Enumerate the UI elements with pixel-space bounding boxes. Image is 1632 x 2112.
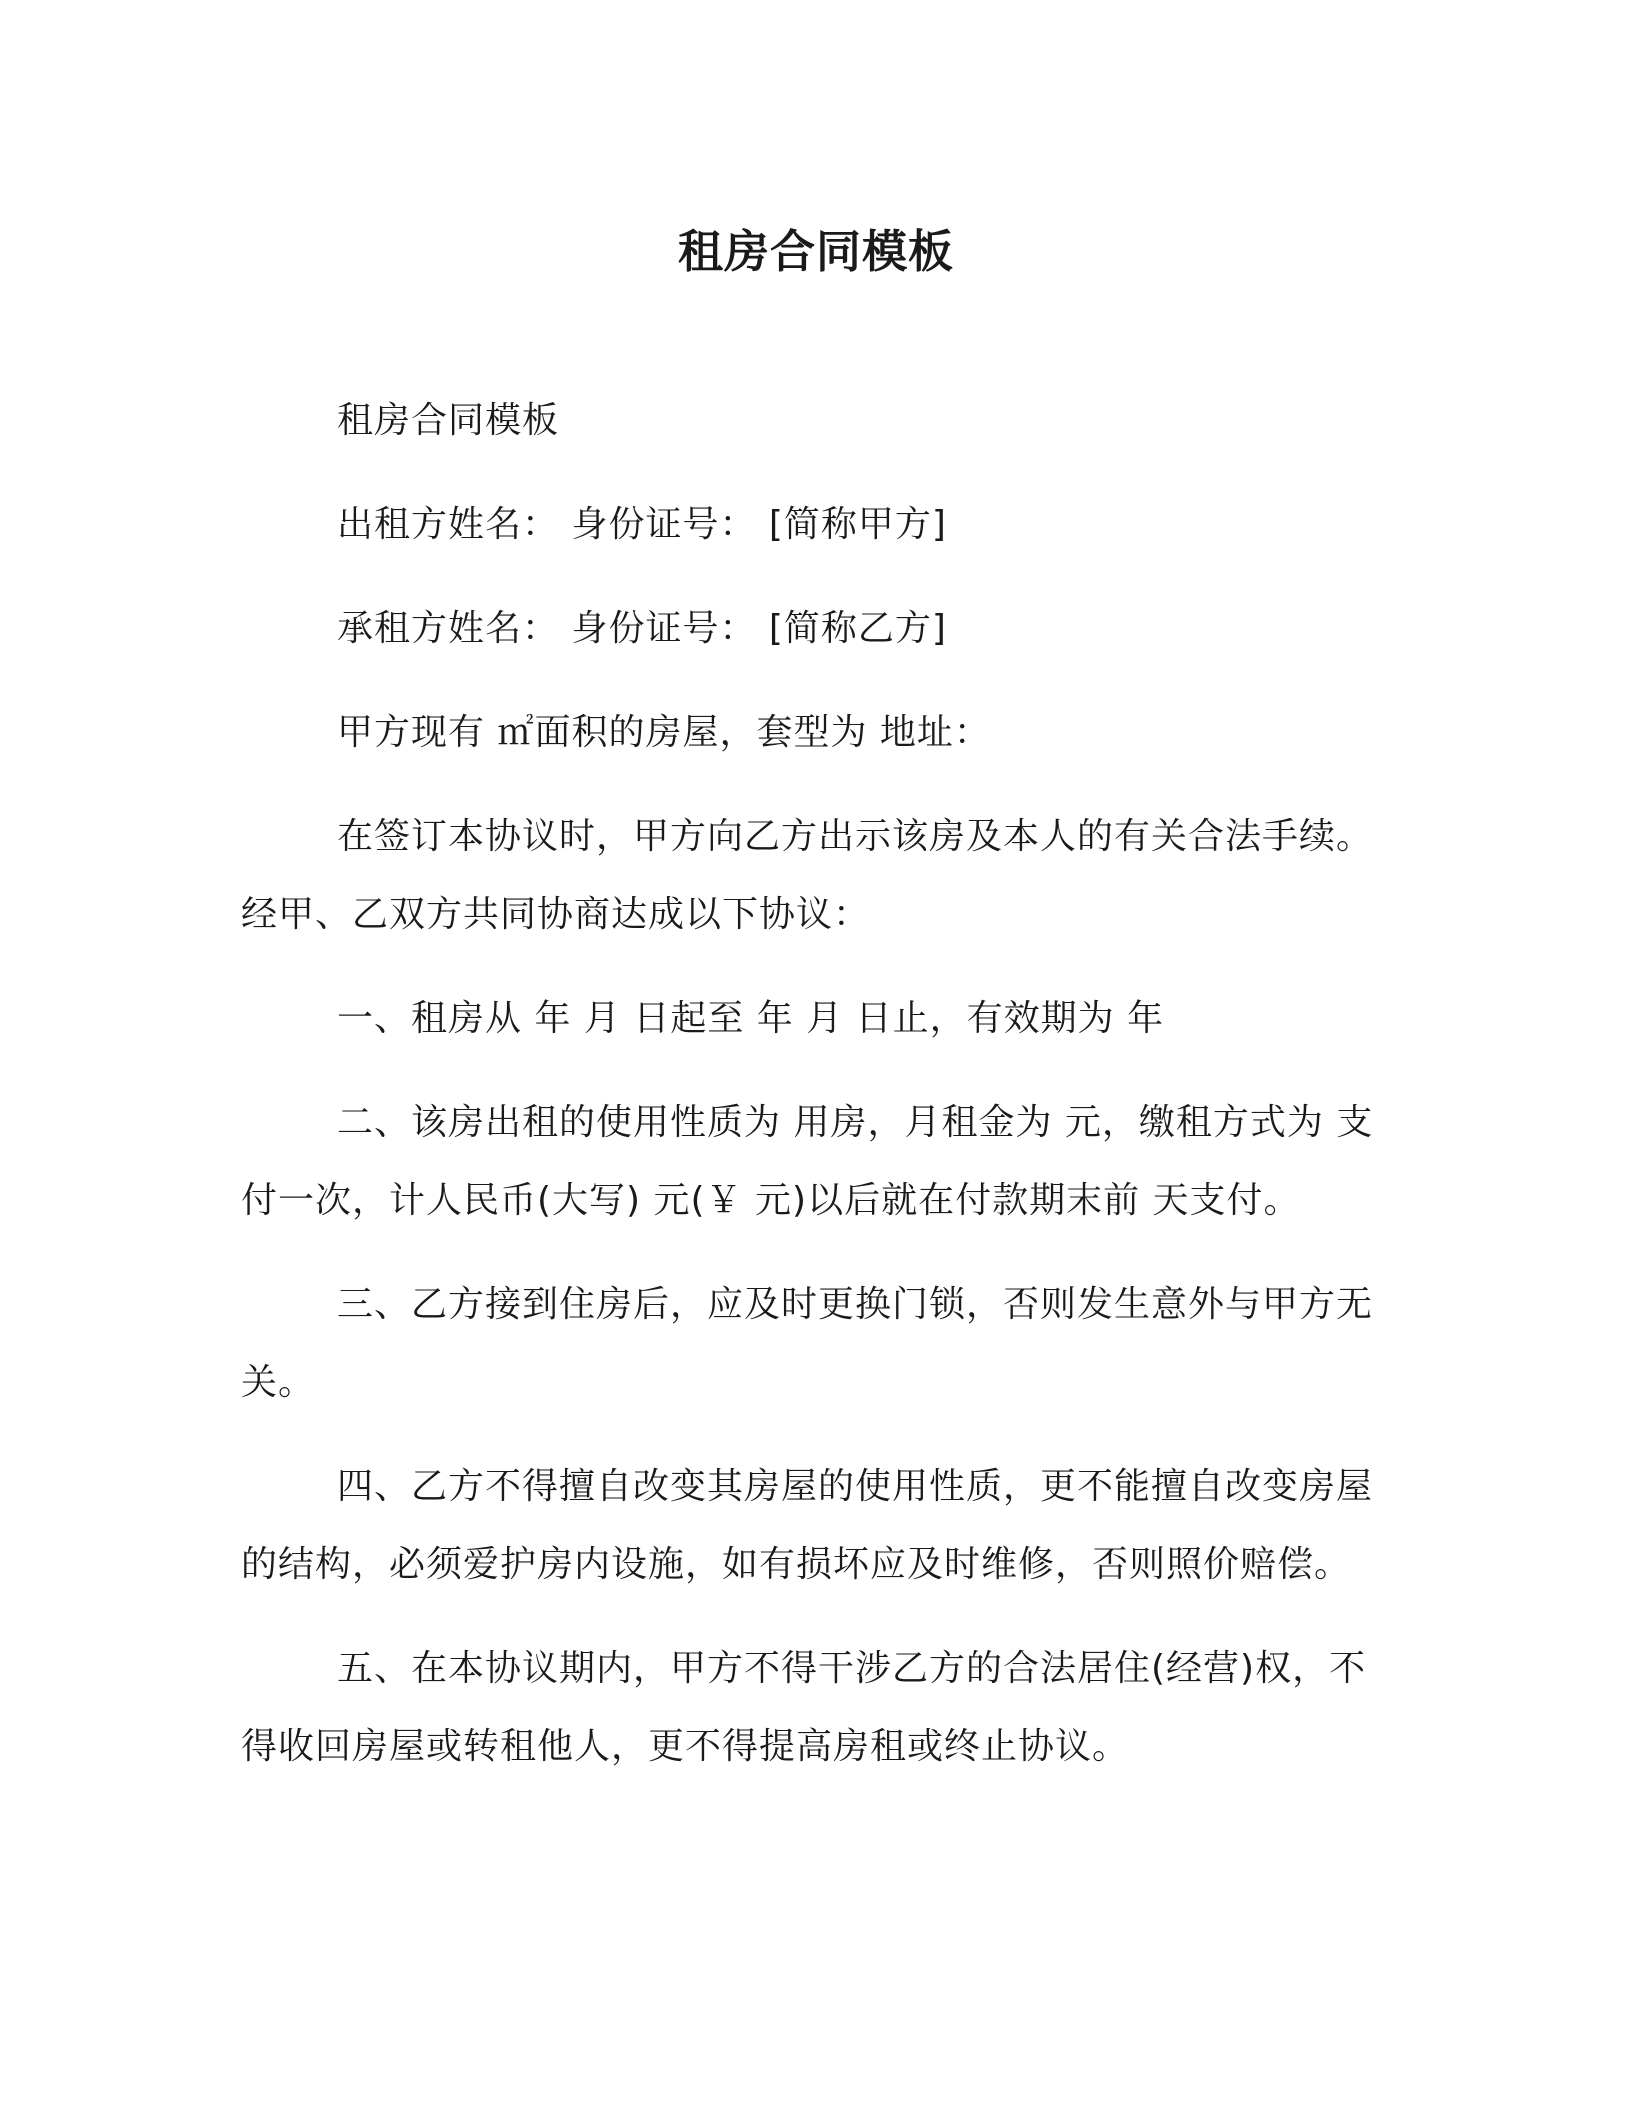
- document-title: 租房合同模板: [677, 225, 954, 278]
- paragraph-property: 甲方现有 ㎡面积的房屋，套型为 地址：: [337, 712, 991, 753]
- paragraph-lessee: 承租方姓名： 身份证号： [简称乙方]: [337, 608, 947, 649]
- document-body: [241, 382, 1381, 1812]
- paragraph-clause-3: 三、乙方接到住房后，应及时更换门锁，否则发生意外与甲方无关。: [241, 1284, 1374, 1403]
- paragraph-agreement-intro: 在签订本协议时，甲方向乙方出示该房及本人的有关合法手续。经甲、乙双方共同协商达成以下协议：: [241, 816, 1374, 935]
- paragraph-clause-1: 一、租房从 年 月 日起至 年 月 日止，有效期为 年: [337, 998, 1165, 1039]
- paragraph-subtitle: 租房合同模板: [337, 400, 560, 441]
- paragraph-clause-4: 四、乙方不得擅自改变其房屋的使用性质，更不能擅自改变房屋的结构，必须爱护房内设施，如有损坏应及时维修，否则照价赔偿。: [241, 1466, 1374, 1585]
- paragraph-clause-2: 二、该房出租的使用性质为 用房，月租金为 元，缴租方式为 支付一次，计人民币(大写) 元(￥ 元)以后就在付款期末前 天支付。: [241, 1102, 1374, 1221]
- paragraph-lessor: 出租方姓名： 身份证号： [简称甲方]: [337, 504, 947, 545]
- paragraph-clause-5: 五、在本协议期内，甲方不得干涉乙方的合法居住(经营)权，不得收回房屋或转租他人，更不得提高房租或终止协议。: [241, 1648, 1367, 1767]
